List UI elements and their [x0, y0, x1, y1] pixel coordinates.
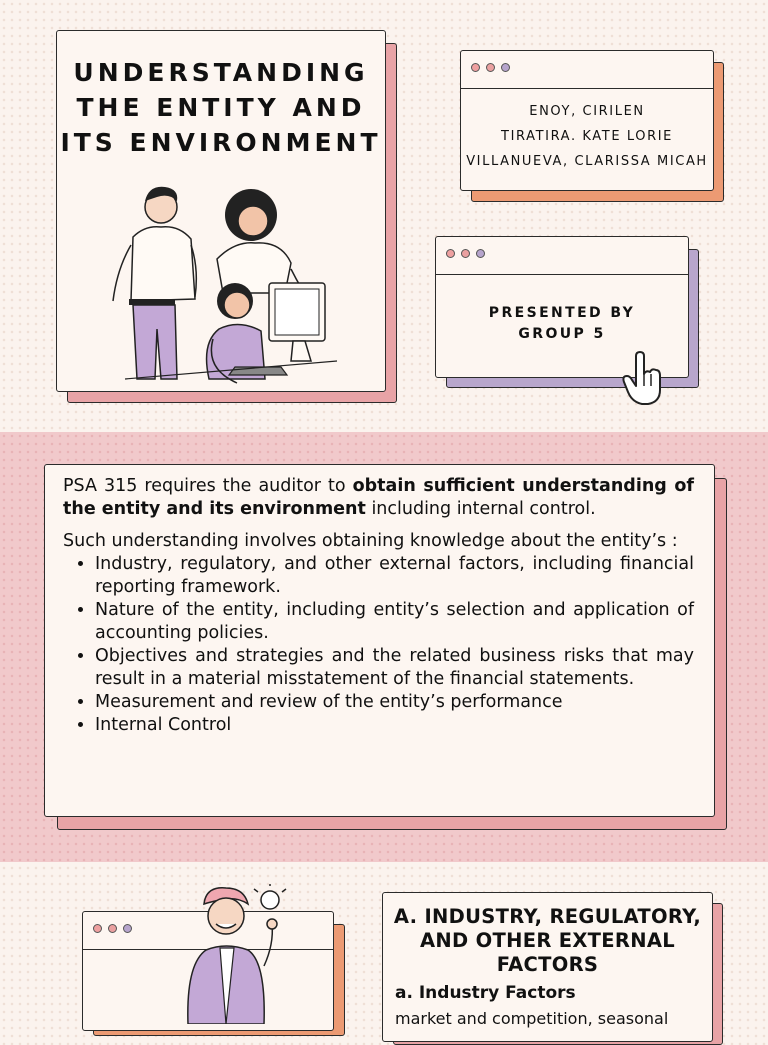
presented-line-2: GROUP 5: [518, 326, 606, 342]
psa-list: [63, 553, 694, 737]
psa-emphasis: obtain sufficient understanding of the entity and its environment: [63, 476, 694, 519]
author-list: [461, 99, 713, 174]
psa-card: [44, 464, 715, 817]
presented-by-text: [436, 303, 688, 345]
window-dots-icon: [471, 63, 510, 72]
title-line-1: UNDERSTANDING: [73, 58, 369, 87]
thinking-person-illustration: [170, 884, 300, 1024]
title-line-2: THE ENTITY AND: [76, 93, 366, 122]
pointer-hand-icon: [622, 350, 666, 406]
window-dots-icon: [93, 924, 132, 933]
people-illustration: [105, 179, 345, 389]
psa-text: [63, 475, 694, 737]
presented-line-1: PRESENTED BY: [488, 305, 636, 321]
section-a-title: A. INDUSTRY, REGULATORY, AND OTHER EXTERNAL FACTORS: [393, 905, 702, 976]
window-dots-icon: [446, 249, 485, 258]
authors-window: [460, 50, 714, 191]
author-3: VILLANUEVA, CLARISSA MICAH: [466, 154, 708, 169]
author-1: ENOY, CIRILEN: [529, 104, 645, 119]
list-item: • Objectives and strategies and the related business risks that may result in a material misstatement of the financial statements.: [95, 645, 694, 691]
psa-understanding: Such understanding involves obtaining knowledge about the entity’s :: [63, 531, 678, 551]
section-a-card: [382, 892, 713, 1042]
section-a-subtitle: a. Industry Factors: [395, 983, 576, 1003]
psa-intro: PSA 315 requires the auditor to obtain sufficient understanding of the entity and its environment including internal control.: [63, 476, 694, 519]
list-item: • Internal Control: [95, 714, 694, 737]
section-a-text: market and competition, seasonal: [395, 1009, 669, 1028]
title-card: [56, 30, 386, 392]
list-item: • Nature of the entity, including entity’s selection and application of accounting policies.: [95, 599, 694, 645]
list-item: • Industry, regulatory, and other external factors, including financial reporting framework.: [95, 553, 694, 599]
page-title: [57, 55, 385, 160]
title-line-3: ITS ENVIRONMENT: [60, 128, 382, 157]
author-2: TIRATIRA. KATE LORIE: [501, 129, 673, 144]
list-item: • Measurement and review of the entity’s performance: [95, 691, 694, 714]
